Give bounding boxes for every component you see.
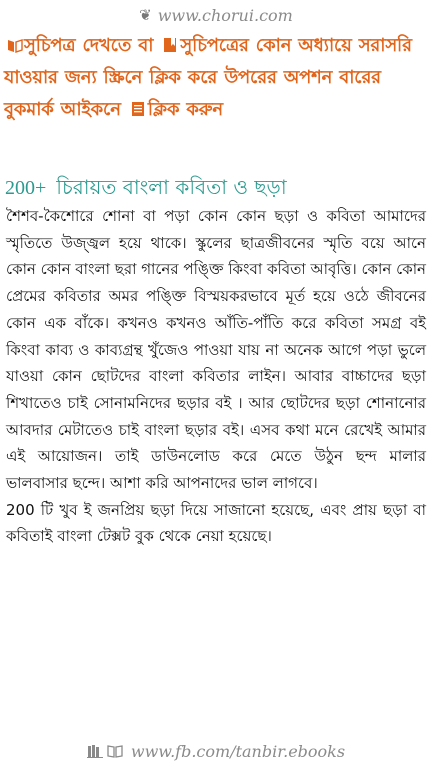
open-book-icon: [7, 37, 21, 53]
instruction-part1: সুচিপত্র দেখতে বা: [24, 35, 154, 56]
instruction-part3: ক্লিক করুন: [147, 99, 223, 120]
body-paragraph-2: 200 টি খুব ই জনপ্রিয় ছড়া দিয়ে সাজানো হয়েছে, এবং প্রায় ছড়া বা কবিতাই বাংলা টেক্সট বুক থেকে নেয়া হয়েছে।: [6, 500, 426, 546]
list-icon: [131, 101, 145, 117]
instruction-text: [4, 30, 428, 126]
section-number: 200+: [5, 177, 47, 199]
header-watermark: [0, 2, 432, 28]
section-title-text: চিরায়ত বাংলা কবিতা ও ছড়া: [56, 175, 287, 199]
footer-site-text: www.fb.com/tanbir.ebooks: [130, 741, 346, 761]
leaf-icon: ❦: [139, 6, 152, 24]
library-icon: [87, 744, 103, 758]
body-paragraph-1: শৈশব-কৈশোরে শোনা বা পড়া কোন কোন ছড়া ও কবিতা আমাদের স্মৃতিতে উজ্জ্বল হয়ে থাকে। স্কুলের ছাত্রজীবনের স্মৃতি বয়ে আনে কোন কোন বাংলা ছরা গানের পঙ্ক্তি কিংবা কবিতা আবৃত্তি। কোন কোন প্রেমের কবিতার অমর পঙ্ক্তি বিস্ময়করভাবে মূর্ত হয়ে ওঠে জীবনের কোন এক বাঁকে। কখনও কখনও আঁতি-পাঁতি করে কবিতা সমগ্র বই কিংবা কাব্য ও কাব্যগ্রন্থ খুঁজেও পাওয়া যায় না অনেক আগে পড়া ভুলে যাওয়া কোন ছোটদের বাংলা কবিতার লাইন। আবার বাচ্চাদের ছড়া শিখাতেও চাই সোনামনিদের ছড়ার বই । আর ছোটদের ছড়া শোনানোর আবদার মেটাতেও চাই বাংলা ছড়ার বই। এসব কথা মনে রেখেই আমার এই আয়োজন। তাই ডাউনলোড করে মেতে উঠুন ছন্দ মালার ভালবাসার ছন্দে। আশা করি আপনাদের ভাল লাগবে।: [6, 207, 426, 493]
footer-watermark: [0, 738, 432, 764]
instruction-part2: সুচিপত্রের কোন অধ্যায়ে সরাসরি যাওয়ার জন্য স্ক্রিনে ক্লিক করে উপরের অপশন বারের বুকমার্ক আইকনে: [4, 35, 412, 120]
header-site-text: www.chorui.com: [157, 5, 293, 25]
section-title: [5, 172, 287, 203]
bookmark-icon: [163, 37, 177, 53]
body-text: [6, 203, 426, 550]
book-icon: [107, 744, 123, 758]
